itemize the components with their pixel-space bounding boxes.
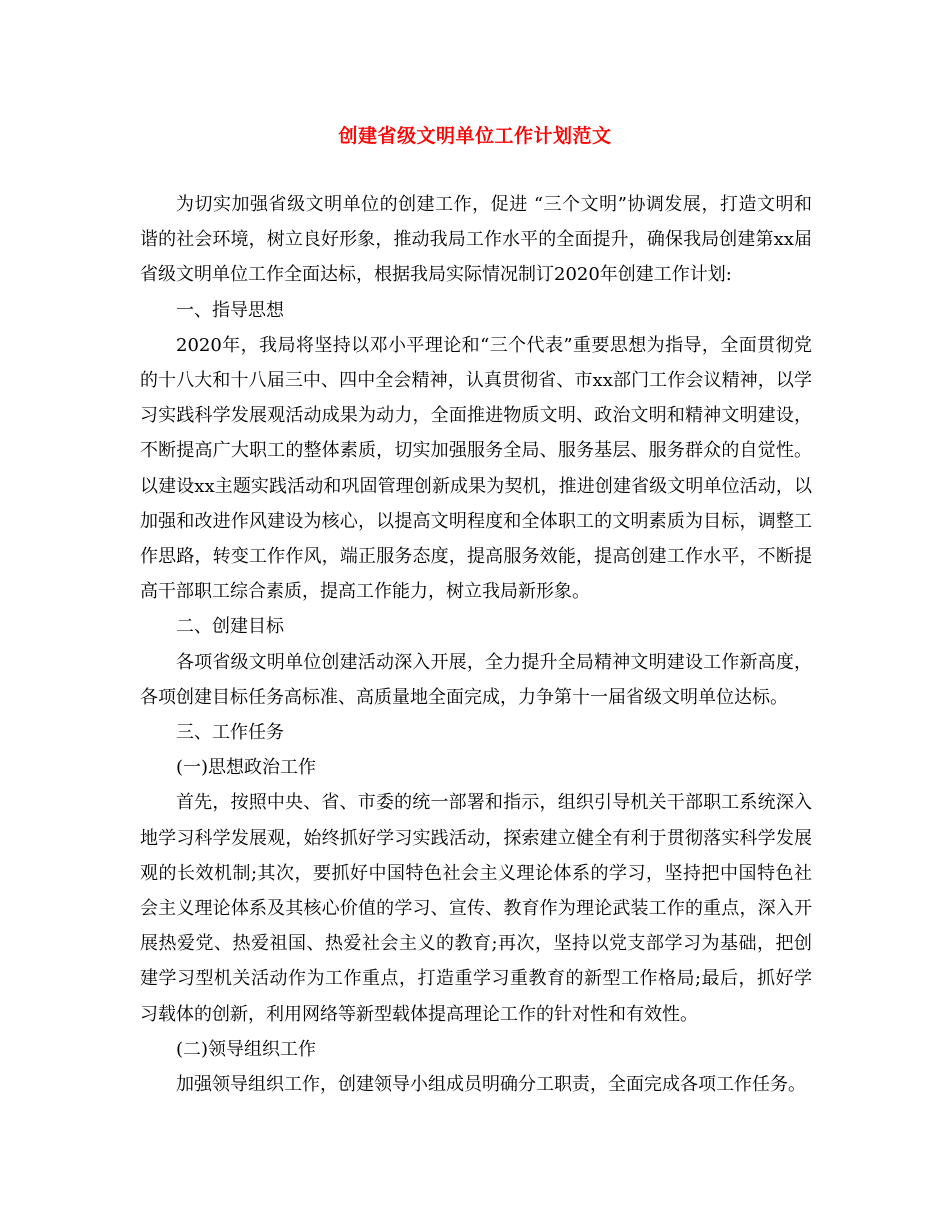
intro-paragraph: 为切实加强省级文明单位的创建工作，促进 “三个文明”协调发展，打造文明和谐的社会环境，树立良好形象，推动我局工作水平的全面提升，确保我局创建第xx届省级文明单位工作全面达标，根据我局实际情况制订2020年创建工作计划: bbox=[140, 194, 812, 286]
section-heading-goals: 二、创建目标 bbox=[176, 616, 284, 638]
leadership-paragraph: 加强领导组织工作，创建领导小组成员明确分工职责，全面完成各项工作任务。 bbox=[176, 1074, 806, 1096]
subsection-heading-leadership: (二)领导组织工作 bbox=[176, 1038, 317, 1060]
document-body bbox=[140, 187, 812, 1102]
guiding-thought-paragraph: 2020年，我局将坚持以邓小平理论和“三个代表”重要思想为指导，全面贯彻党的十八大和十八届三中、四中全会精神，认真贯彻省、市xx部门工作会议精神，以学习实践科学发展观活动成果为动力，全面推进物质文明、政治文明和精神文明建设，不断提高广大职工的整体素质，切实加强服务全局、服务基层、服务群众的自觉性。以建设xx主题实践活动和巩固管理创新成果为契机，推进创建省级文明单位活动，以加强和改进作风建设为核心，以提高文明程度和全体职工的文明素质为目标，调整工作思路，转变工作作风，端正服务态度，提高服务效能，提高创建工作水平，不断提高干部职工综合素质，提高工作能力，树立我局新形象。 bbox=[140, 334, 812, 603]
section-heading-guiding-thought: 一、指导思想 bbox=[176, 299, 284, 321]
subsection-heading-ideology: (一)思想政治工作 bbox=[176, 757, 317, 779]
ideology-paragraph: 首先，按照中央、省、市委的统一部署和指示，组织引导机关干部职工系统深入地学习科学发展观，始终抓好学习实践活动，探索建立健全有利于贯彻落实科学发展观的长效机制;其次，要抓好中国特色社会主义理论体系的学习，坚持把中国特色社会主义理论体系及其核心价值的学习、宣传、教育作为理论武装工作的重点，深入开展热爱党、热爱祖国、热爱社会主义的教育;再次，坚持以党支部学习为基础，把创建学习型机关活动作为工作重点，打造重学习重教育的新型工作格局;最后，抓好学习载体的创新，利用网络等新型载体提高理论工作的针对性和有效性。 bbox=[140, 792, 812, 1025]
goals-paragraph: 各项省级文明单位创建活动深入开展，全力提升全局精神文明建设工作新高度，各项创建目标任务高标准、高质量地全面完成，力争第十一届省级文明单位达标。 bbox=[140, 651, 812, 708]
section-heading-tasks: 三、工作任务 bbox=[176, 722, 284, 744]
document-title: 创建省级文明单位工作计划范文 bbox=[338, 125, 612, 147]
